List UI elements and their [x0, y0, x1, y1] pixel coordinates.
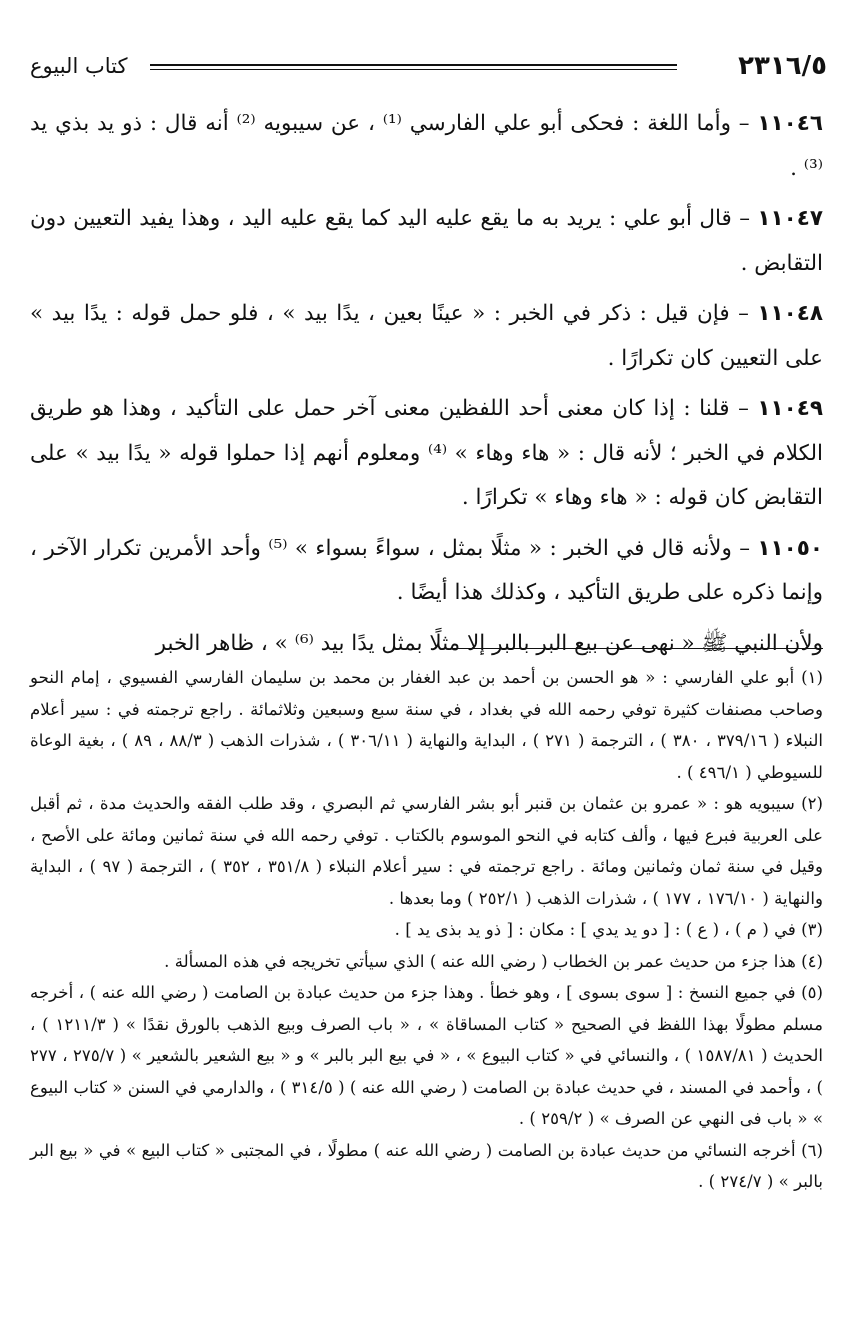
paragraph-text: ولأن النبي ﷺ « نهى عن بيع البر بالبر إلا مثلًا بمثل يدًا بيد ⁽⁶⁾ » ، ظاهر الخبر [155, 630, 823, 656]
paragraph-text: – وأما اللغة : فحكى أبو علي الفارسي ⁽¹⁾ ، عن سيبويه ⁽²⁾ أنه قال : ذو يد بذي يد ⁽³⁾ . [30, 111, 823, 181]
paragraph-text: – ولأنه قال في الخبر : « مثلًا بمثل ، سواءً بسواء » ⁽⁵⁾ وأحد الأمرين تكرار الآخر ، وإنما ذكره على طريق التأكيد ، وكذلك هذا أيضًا . [30, 535, 823, 605]
paragraph-text: – فإن قيل : ذكر في الخبر : « عينًا بعين ، يدًا بيد » ، فلو حمل قوله : يدًا بيد » على التعيين كان تكرارًا . [30, 301, 823, 371]
main-text [30, 102, 823, 672]
footnote: (٦) أخرجه النسائي من حديث عبادة بن الصامت ( رضي الله عنه ) مطولًا ، في المجتبى « كتاب البيع » في « بيع البر بالبر » ( ٢٧٤/٧ ) . [30, 1140, 823, 1191]
paragraph [30, 102, 823, 191]
paragraph-number: ١١٠٤٩ [757, 396, 823, 421]
footnote: (١) أبو علي الفارسي : « هو الحسن بن أحمد بن عبد الغفار بن محمد بن سليمان الفارسي الفسيوي ، إمام النحو وصاحب مصنفات كثيرة توفي رحمه الله في بغداد ، في سنة سبع وسبعين وثلاثمائة . راجع ترجمته في : سير أعلام النبلاء ( ٣٧٩/١٦ ، ٣٨٠ ) ، الترجمة ( ٢٧١ ) ، البداية والنهاية ( ٣٠٦/١١ ) ، شذرات الذهب ( ٨٨/٣ ، ٨٩ ) ، بغية الوعاة للسيوطي ( ٤٩٦/١ ) . [30, 668, 823, 782]
paragraph-number: ١١٠٤٨ [757, 301, 823, 326]
footnote: (٥) في جميع النسخ : [ سوى بسوى ] ، وهو خطأ . وهذا جزء من حديث عبادة بن الصامت ( رضي الله عنه ) ، أخرجه مسلم مطولًا بهذا اللفظ في الصحيح « كتاب المساقاة » ، « باب الصرف وبيع الذهب بالورق نقدًا » ( ١٢١١/٣ ) ، الحديث ( ١٥٨٧/٨١ ) ، والنسائي في « كتاب البيوع » ، « في بيع البر بالبر » و « بيع الشعير بالشعير » ( ٢٧٥/٧ ، ٢٧٧ ) ، وأحمد في المسند ، في حديث عبادة بن الصامت ( رضي الله عنه ) ( ٣١٤/٥ ) ، والدارمي في السنن « كتاب البيوع » « باب فى النهي عن الصرف » ( ٢٥٩/٢ ) . [30, 983, 824, 1128]
paragraph [30, 527, 823, 616]
header-rule [150, 64, 677, 70]
running-header [30, 46, 827, 86]
page-number: ٢٣١٦/٥ [738, 51, 827, 81]
book-title: كتاب البيوع [30, 54, 128, 78]
paragraph [30, 292, 823, 381]
paragraph [30, 622, 823, 667]
paragraph [30, 387, 823, 521]
paragraph-number: ١١٠٤٧ [757, 206, 823, 231]
footnote-separator [453, 648, 823, 649]
footnote: (٢) سيبويه هو : « عمرو بن عثمان بن قنبر أبو بشر الفارسي ثم البصري ، وقد طلب الفقه والحديث مدة ، ثم أقبل على العربية فبرع فيها ، وألف كتابه في النحو الموسوم بالكتاب . توفي رحمه الله في سنة ثمانين ومائة على الأصح ، وقيل في سنة ثمان وثمانين ومائة . راجع ترجمته في : سير أعلام النبلاء ( ٣٥١/٨ ، ٣٥٢ ) ، الترجمة ( ٩٧ ) ، البداية والنهاية ( ١٧٦/١٠ ، ١٧٧ ) ، شذرات الذهب ( ٢٥٢/١ ) وما بعدها . [30, 794, 823, 908]
footnotes [30, 662, 823, 1198]
footnote: (٤) هذا جزء من حديث عمر بن الخطاب ( رضي الله عنه ) الذي سيأتي تخريجه في هذه المسألة . [164, 951, 823, 971]
footnote: (٣) في ( م ) ، ( ع ) : [ دو يد يدي ] : مكان : [ ذو يد بذى يد ] . [394, 920, 823, 939]
paragraph-number: ١١٠٤٦ [757, 111, 823, 136]
paragraph [30, 197, 823, 286]
paragraph-text: – قلنا : إذا كان معنى أحد اللفظين معنى آخر حمل على التأكيد ، وهذا هو طريق الكلام في الخبر ؛ لأنه قال : « هاء وهاء » ⁽⁴⁾ ومعلوم أنهم إذا حملوا قوله « يدًا بيد » على التقابض كان قوله : « هاء وهاء » تكرارًا . [30, 396, 823, 510]
paragraph-number: ١١٠٥٠ [757, 535, 823, 561]
paragraph-text: – قال أبو علي : يريد به ما يقع عليه اليد كما يقع عليه اليد ، وهذا يفيد التعيين دون التقابض . [30, 206, 823, 276]
